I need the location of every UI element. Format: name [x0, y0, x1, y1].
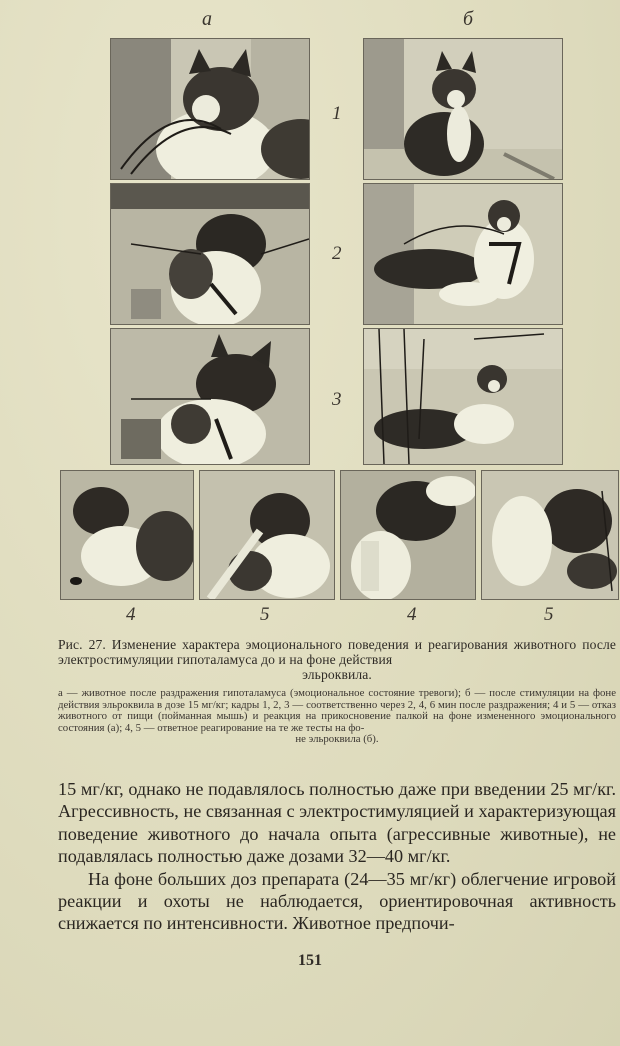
bottom-label-b4: 5: [260, 604, 270, 625]
figure-caption-text: Рис. 27. Изменение характера эмоционального поведения и реагирования животного после электростимуляции гипоталамуса до и на фоне действия: [58, 637, 616, 667]
photo-a4-cat: [60, 470, 194, 600]
bottom-label-a5: 4: [407, 604, 417, 625]
paragraph-2: На фоне больших доз препарата (24—35 мг/кг) облегчение игровой реакции и охоты не наблюдается, ориентировочная активность снижается по интенсивности. Животное предпочи-: [58, 868, 616, 934]
row-number-2: 2: [332, 243, 342, 264]
bottom-label-a4: 4: [126, 604, 136, 625]
photo-b3-cat: [363, 328, 563, 465]
row-number-3: 3: [332, 389, 342, 410]
body-text: [58, 778, 616, 935]
photo-a1-cat: [110, 38, 310, 180]
figure-caption: [58, 637, 616, 682]
photo-a2-cat: [110, 183, 310, 325]
column-label-b: б: [463, 8, 474, 30]
photo-b2-cat: [363, 183, 563, 325]
photo-a5-cat: [340, 470, 476, 600]
figure-legend: [58, 688, 616, 746]
paragraph-1: 15 мг/кг, однако не подавлялось полностью даже при введении 25 мг/кг. Агрессивность, не связанная с электростимуляцией и характеризующая поведение животного до начала опыта (агрессивные животные), не подавлялась полностью даже дозами 32—40 мг/кг.: [58, 779, 616, 867]
bottom-label-b5: 5: [544, 604, 554, 625]
row-number-1: 1: [332, 103, 342, 124]
column-label-a: а: [202, 8, 212, 30]
photo-b1-cat: [363, 38, 563, 180]
photo-b5-cat: [481, 470, 619, 600]
figure-legend-text: а — животное после раздражения гипоталамуса (эмоциональное состояние тревоги); б — после стимуляции на фоне действия эльроквила в дозе 15 мг/кг; кадры 1, 2, 3 — соответственно через 2, 4, 6 мин после раздражения; 4 и 5 — отказ животного от пищи (пойманная мышь) и реакция на прикосновение палкой на фоне измененного эмоционального состояния (а); 4, 5 — ответное реагирование на те же тесты на фо-: [58, 687, 616, 734]
figure-caption-last-line: эльроквила.: [302, 667, 372, 682]
page-number: 151: [298, 952, 322, 969]
photo-a3-cat: [110, 328, 310, 465]
figure-legend-last-line: не эльроквила (б).: [295, 733, 379, 746]
photo-b4-cat: [199, 470, 335, 600]
